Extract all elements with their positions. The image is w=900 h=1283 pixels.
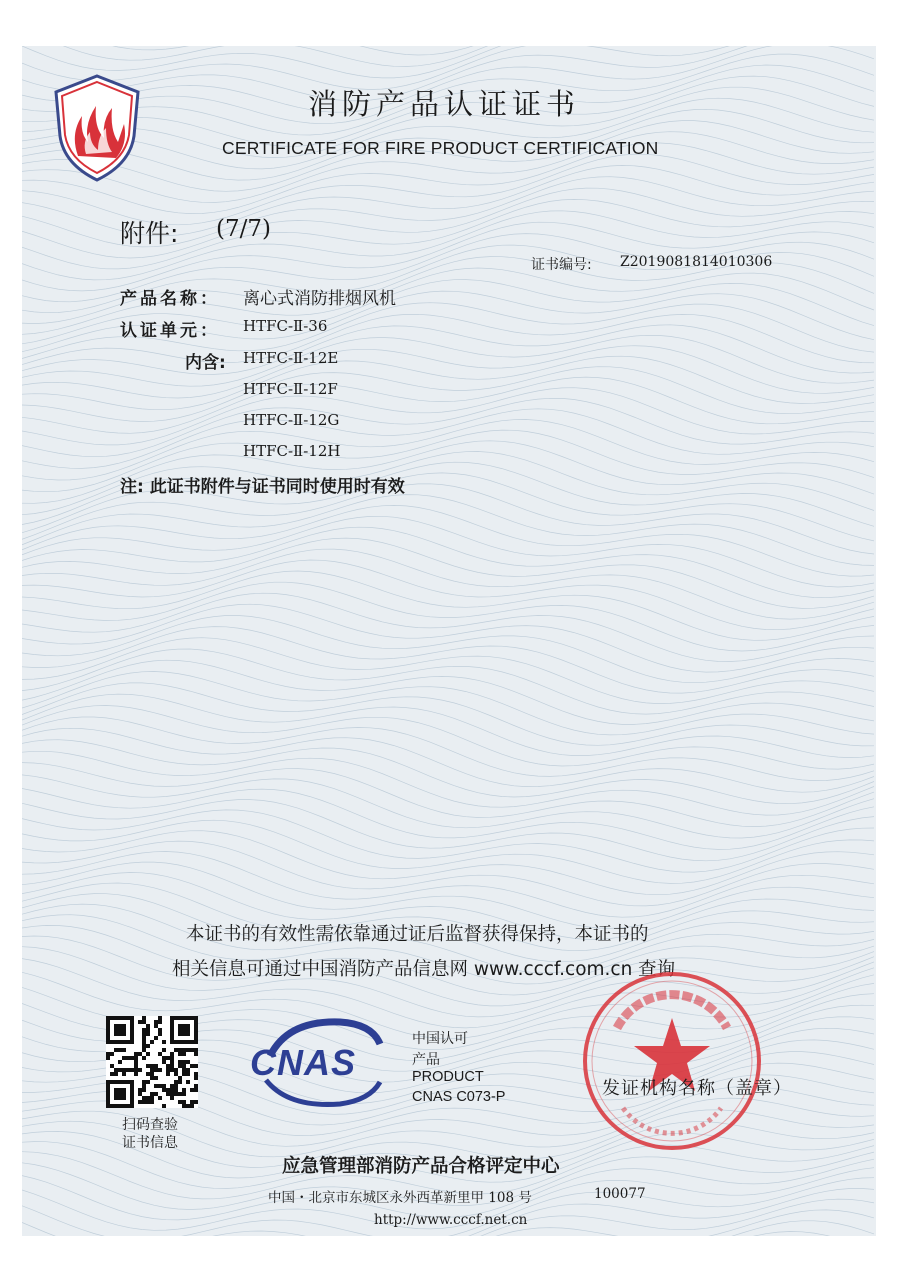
cnas-line: 产品	[412, 1052, 440, 1068]
qr-caption-line2: 证书信息	[122, 1135, 178, 1151]
cnas-line: 中国认可	[412, 1031, 468, 1047]
model-item: HTFC-Ⅱ-12F	[243, 380, 338, 398]
qr-code[interactable]	[106, 1016, 198, 1108]
certificate-no-label: 证书编号:	[531, 257, 592, 273]
validity-statement-line2: 相关信息可通过中国消防产品信息网 www.cccf.com.cn 查询	[172, 959, 676, 980]
organization-postcode: 100077	[594, 1186, 646, 1202]
product-name-value: 离心式消防排烟风机	[243, 289, 396, 309]
qr-code-pattern	[106, 1016, 198, 1108]
official-red-seal	[577, 966, 767, 1156]
certificate-no-value: Z2019081814010306	[620, 254, 773, 270]
attachment-label: 附件:	[120, 219, 179, 248]
model-item: HTFC-Ⅱ-12G	[243, 411, 340, 429]
seal-label: 发证机构名称（盖章）	[602, 1078, 792, 1099]
cnas-logo	[248, 1012, 388, 1112]
contains-label: 内含:	[185, 353, 226, 373]
certification-unit-value: HTFC-Ⅱ-36	[243, 317, 328, 335]
cnas-line: PRODUCT	[412, 1069, 484, 1085]
issuing-organization: 应急管理部消防产品合格评定中心	[282, 1156, 560, 1177]
model-item: HTFC-Ⅱ-12H	[243, 442, 341, 460]
product-name-label: 产品名称：	[120, 289, 220, 309]
organization-website: http://www.cccf.net.cn	[374, 1212, 528, 1228]
certificate-sheet	[22, 46, 876, 1236]
certification-unit-label: 认证单元：	[120, 321, 220, 341]
fire-product-emblem-logo	[52, 72, 142, 184]
certificate-title-en: CERTIFICATE FOR FIRE PRODUCT CERTIFICATION	[222, 138, 659, 158]
cnas-line: CNAS C073-P	[412, 1089, 506, 1105]
organization-address: 中国・北京市东城区永外西革新里甲 108 号	[268, 1190, 532, 1206]
certificate-title-cn: 消防产品认证证书	[308, 87, 581, 121]
qr-caption-line1: 扫码查验	[122, 1117, 178, 1133]
cnas-logo-text: CNAS	[250, 1042, 357, 1083]
model-item: HTFC-Ⅱ-12E	[243, 349, 339, 367]
attachment-page: (7/7)	[216, 216, 271, 242]
validity-note: 注: 此证书附件与证书同时使用时有效	[120, 477, 405, 497]
validity-statement-line1: 本证书的有效性需依靠通过证后监督获得保持，本证书的	[186, 924, 649, 945]
